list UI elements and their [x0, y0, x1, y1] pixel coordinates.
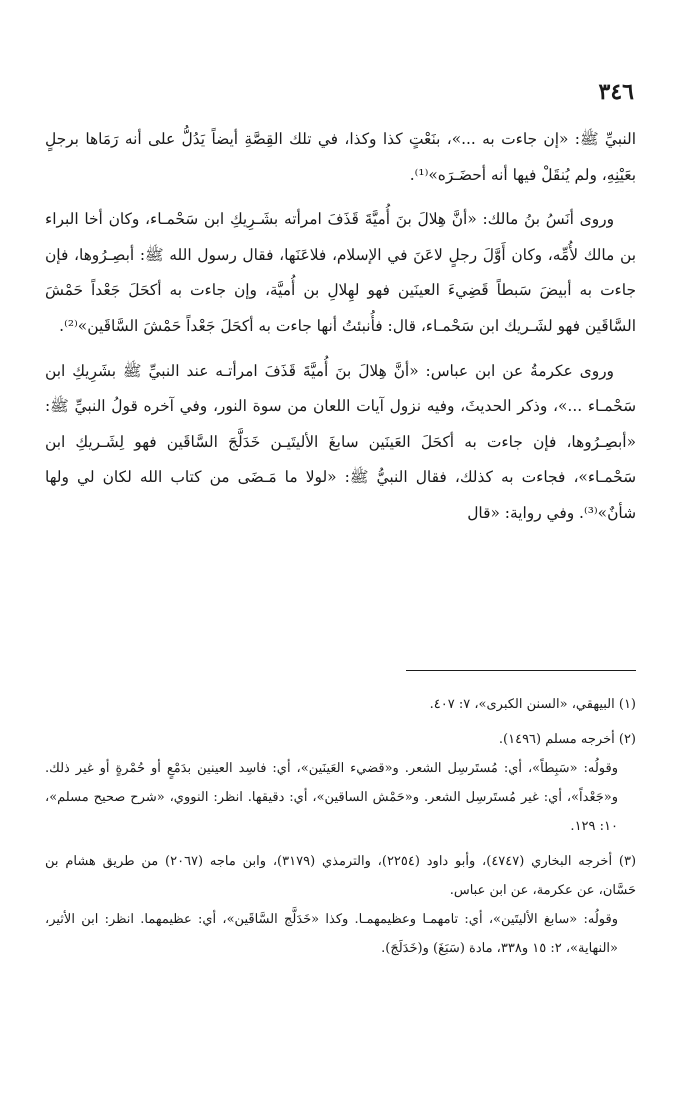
paragraph-1: النبيِّ ﷺ: «إن جاءت به ...»، بنَعْتٍ كذا وكذا، في تلك القِصَّةِ أيضاً يَدُلُّ على أنه رَمَاها برجلٍ بعَيْنِهِ، ولم يُنقَلْ فيها أنه أحضَـرَه»⁽¹⁾. — [45, 130, 636, 184]
page-number: ٣٤٦ — [598, 79, 634, 105]
footnote-divider — [406, 670, 636, 671]
footnote-3-note: وقولُه: «سابغ الأليتَين»، أي: تامهمـا وعظيمهمـا. وكذا «خَدَلَّج السَّاقَين»، أي: عظيمهما. انظر: ابن الأثير، «النهاية»، ٢: ١٥ و٣٣٨، مادة (سَبَغَ) و(خَدَلَجَ). — [45, 912, 618, 956]
footnote-2: (٢) أخرجه مسلم (١٤٩٦). — [498, 732, 636, 747]
footnotes — [45, 690, 636, 963]
footnote-1: (١) البيهقي، «السنن الكبرى»، ٧: ٤٠٧. — [429, 697, 636, 712]
footnote-2-note: وقولُه: «سَبِطاً»، أي: مُستَرسِل الشعر. و«قضيء العَينَين»، أي: فاسِد العينين بدَمْعٍ أو حُمْرةٍ أو غير ذلك. و«جَعْداً»، أي: غير مُستَرسِل الشعر. و«حَمْش الساقين»، أي: دقيقها. انظر: النووي، «شرح صحيح مسلم»، ١٠: ١٢٩. — [45, 761, 618, 834]
main-text — [45, 122, 636, 537]
footnote-3: (٣) أخرجه البخاري (٤٧٤٧)، وأبو داود (٢٢٥٤)، والترمذي (٣١٧٩)، وابن ماجه (٢٠٦٧) من طريق هشام بن حَسَّان، عن عكرمة، عن ابن عباس. — [45, 854, 637, 898]
paragraph-2: وروى أنَسُ بنُ مالك: «أنَّ هِلالَ بنَ أُميَّةَ قَذَفَ امرأته بشَـرِيكِ ابن سَحْمـاء، وكان أخا البراء بن مالك لأُمِّه، وكان أَوَّلَ رجلٍ لاعَنَ في الإسلام، فلاعَنَها، فقال رسول الله ﷺ: أبصِـرُوها، فإن جاءت به أبيضَ سَبطاً قَضِيءَ العينَين فهو لهِلالِ بن أُميَّة، وإن جاءت به أكحَلَ جَعْداً حَمْشَ السَّاقَين فهو لشَـريك ابن سَحْمـاء، قال: فأُنبئتُ أنها جاءت به أكحَلَ جَعْداً حَمْشَ السَّاقَين»⁽²⁾. — [45, 210, 636, 335]
paragraph-3: وروى عكرمةُ عن ابن عباس: «أنَّ هِلالَ بنَ أُميَّةَ قَذَفَ امرأتـه عند النبيِّ ﷺ بشَرِيكِ ابن سَحْمـاء ...»، وذكر الحديثَ، وفيه نزول آيات اللعان من سوة النور، وفي آخره قولُ النبيِّ ﷺ: «أبصِـرُوها، فإن جاءت به أكحَلَ العَينَين سابغَ الأليتَيـن خَدَلَّجَ السَّاقَين فهو لِشَـريكِ ابن سَحْمـاء»، فجاءت به كذلك، فقال النبيُّ ﷺ: «لولا ما مَـضَى من كتاب الله لكان لي ولها شأنٌ»⁽³⁾. وفي رواية: «قال — [45, 361, 636, 522]
